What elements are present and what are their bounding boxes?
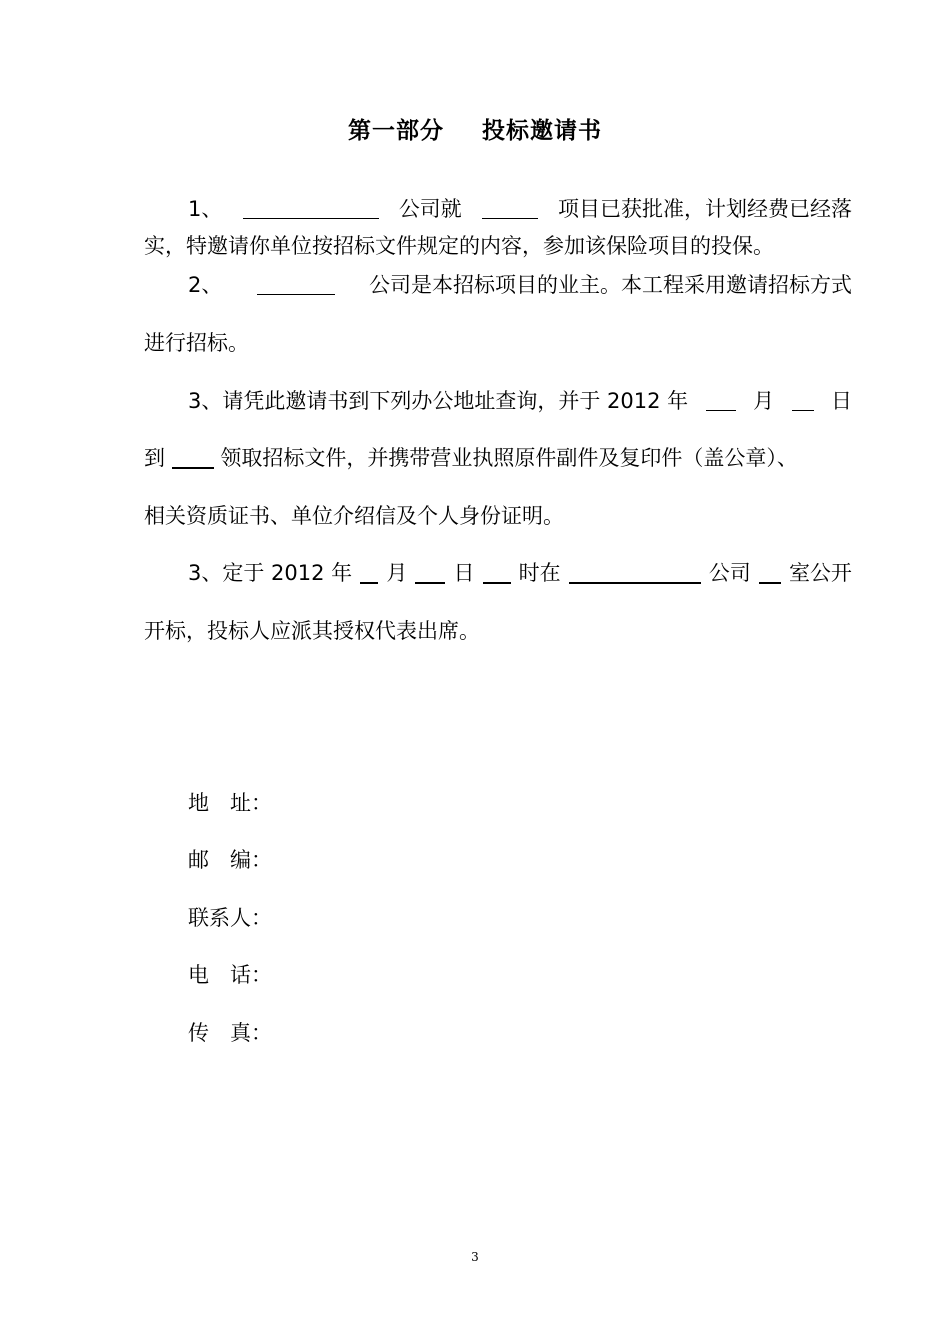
paragraph-3-line-3: 相关资质证书、单位介绍信及个人身份证明。	[144, 504, 564, 528]
text: 3、请凭此邀请书到下列办公地址查询，并于 2012 年	[188, 389, 689, 413]
blank-day	[415, 558, 445, 584]
text: 项目已获批准，计划经费已经落	[558, 197, 852, 221]
text: 到	[144, 446, 165, 470]
blank-day	[792, 386, 814, 411]
blank-company	[569, 558, 701, 584]
clause-number: 1、	[188, 197, 223, 221]
paragraph-2-line-2: 进行招标。	[144, 331, 249, 355]
contact-postcode-label: 邮 编：	[188, 848, 272, 872]
clause-number: 2、	[188, 273, 223, 297]
text: 公司	[708, 561, 751, 585]
page-title	[0, 112, 950, 145]
blank-month	[360, 558, 378, 584]
title-part: 第一部分	[348, 118, 444, 144]
paragraph-1-line-2: 实，特邀请你单位按招标文件规定的内容，参加该保险项目的投保。	[144, 234, 774, 258]
blank-owner-company	[257, 270, 335, 295]
paragraph-4-line-2: 开标，投标人应派其授权代表出席。	[144, 619, 480, 643]
contact-phone-label: 电 话：	[188, 963, 272, 987]
text: 日	[453, 561, 475, 585]
paragraph-2-line-1	[144, 270, 852, 300]
text: 日	[830, 389, 852, 413]
text: 领取招标文件，并携带营业执照原件副件及复印件（盖公章）、	[220, 446, 798, 470]
blank-hour	[483, 558, 511, 584]
blank-end-date	[172, 443, 214, 469]
text: 3、定于 2012 年	[188, 561, 353, 585]
text: 室公开	[788, 561, 852, 585]
page-number: 3	[471, 1250, 479, 1264]
contact-address-label: 地 址：	[188, 791, 272, 815]
blank-month	[706, 386, 736, 411]
contact-fax-label: 传 真：	[188, 1021, 272, 1045]
paragraph-1-line-1	[144, 194, 852, 224]
title-name: 投标邀请书	[482, 118, 602, 144]
blank-project	[482, 194, 538, 219]
paragraph-3-line-1	[144, 386, 852, 416]
text: 时在	[518, 561, 561, 585]
blank-room	[759, 558, 781, 584]
text: 月	[753, 389, 775, 413]
text: 月	[386, 561, 408, 585]
text: 公司是本招标项目的业主。本工程采用邀请招标方式	[369, 273, 852, 297]
blank-company	[243, 194, 379, 219]
text: 公司就	[398, 197, 462, 221]
paragraph-3-line-2	[144, 443, 808, 473]
paragraph-4-line-1	[144, 558, 852, 588]
contact-person-label: 联系人：	[188, 906, 272, 930]
